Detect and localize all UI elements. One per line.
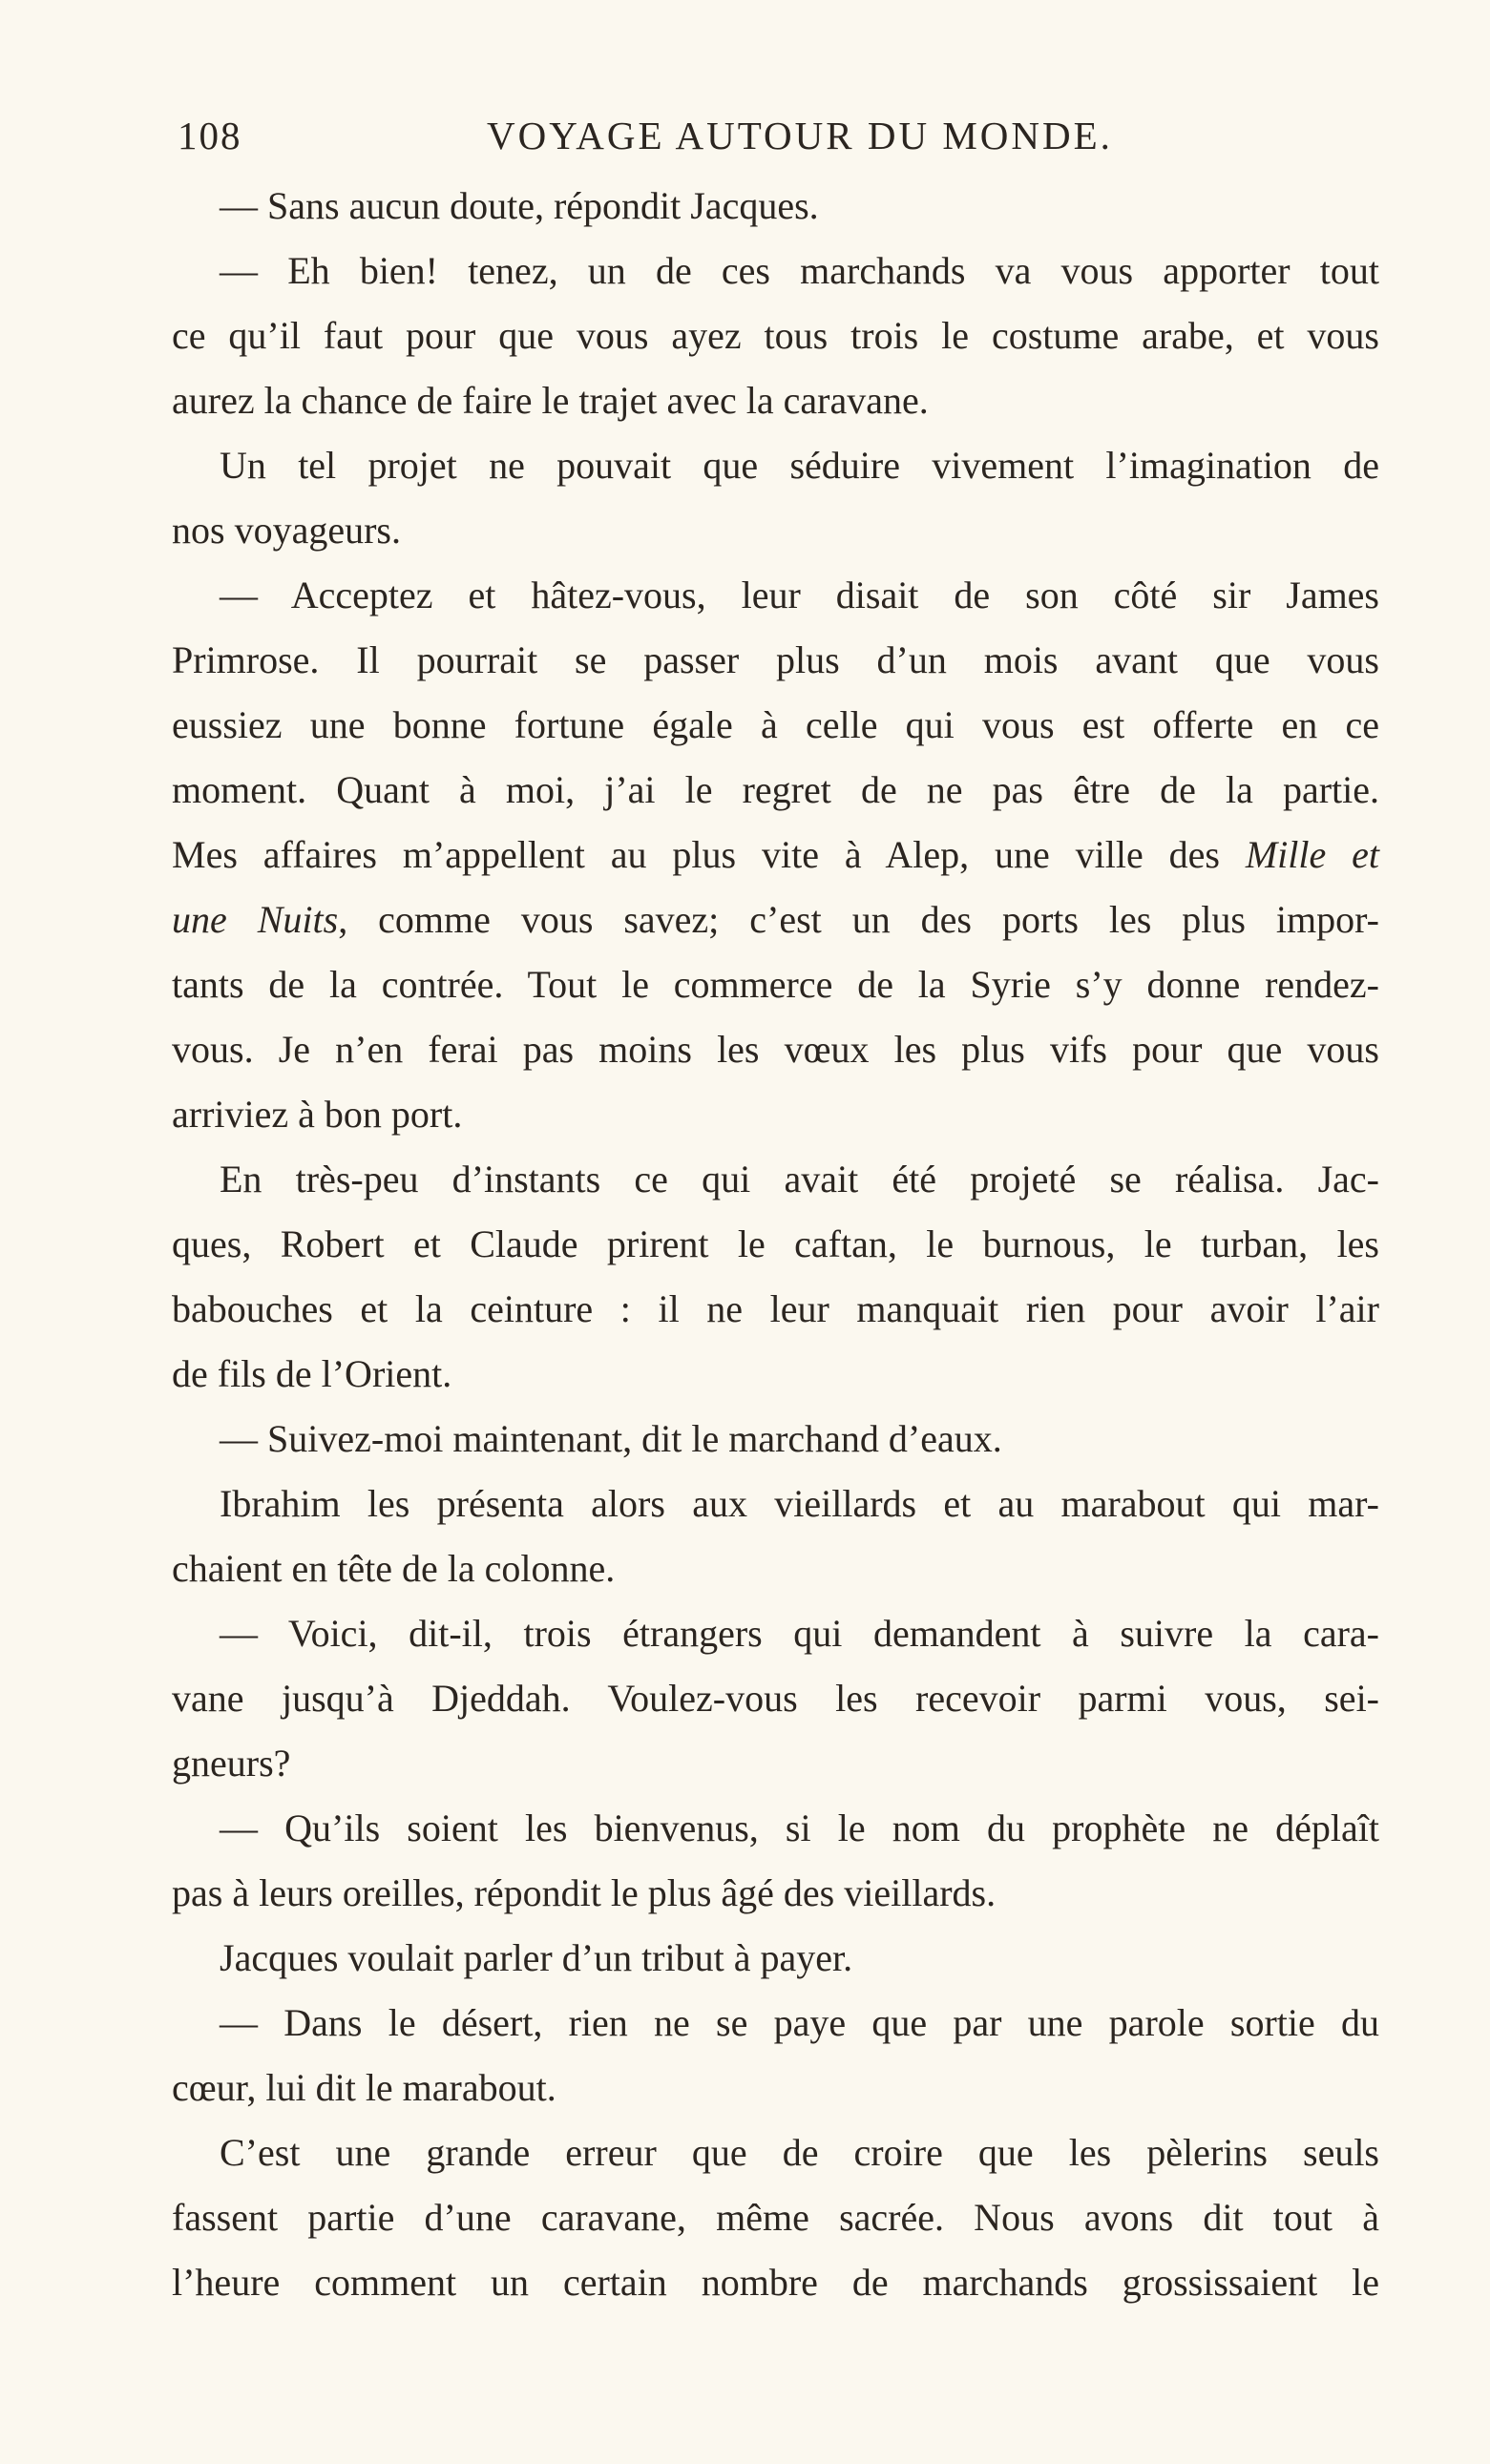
text-line: vous. Je n’en ferai pas moins les vœux les plus vifs pour que vous (172, 1028, 1379, 1071)
text-line: ce qu’il faut pour que vous ayez tous trois le costume arabe, et vous (172, 314, 1379, 357)
text-line (172, 887, 1379, 952)
text-line: tants de la contrée. Tout le commerce de la Syrie s’y donne rendez- (172, 963, 1379, 1006)
text-line: Jacques voulait parler d’un tribut à payer. (220, 1936, 853, 1979)
text-line: nos voyageurs. (172, 509, 401, 552)
text-line: Primrose. Il pourrait se passer plus d’un mois avant que vous (172, 638, 1379, 681)
italic-title: Mille et (1245, 833, 1380, 876)
text-line: aurez la chance de faire le trajet avec la caravane. (172, 379, 929, 422)
text-line: — Acceptez et hâtez-vous, leur disait de son côté sir James (220, 574, 1379, 616)
page-number: 108 (178, 114, 242, 157)
text-line: ques, Robert et Claude prirent le caftan, le burnous, le turban, les (172, 1222, 1379, 1265)
text-line: — Sans aucun doute, répondit Jacques. (220, 184, 819, 227)
text-line: pas à leurs oreilles, répondit le plus âgé des vieillards. (172, 1871, 997, 1914)
running-title: VOYAGE AUTOUR DU MONDE. (487, 114, 1113, 157)
text-line: — Voici, dit-il, trois étrangers qui demandent à suivre la cara- (220, 1612, 1379, 1655)
text-line: babouches et la ceinture : il ne leur manquait rien pour avoir l’air (172, 1287, 1379, 1330)
text-line: fassent partie d’une caravane, même sacrée. Nous avons dit tout à (172, 2196, 1379, 2239)
text-line: eussiez une bonne fortune égale à celle qui vous est offerte en ce (172, 703, 1379, 746)
text-line: C’est une grande erreur que de croire que les pèlerins seuls (220, 2131, 1379, 2174)
text-line: vane jusqu’à Djeddah. Voulez-vous les recevoir parmi vous, sei- (172, 1677, 1379, 1720)
text-line: cœur, lui dit le marabout. (172, 2066, 556, 2109)
text-line: — Eh bien! tenez, un de ces marchands va vous apporter tout (220, 249, 1379, 292)
text-line: — Qu’ils soient les bienvenus, si le nom du prophète ne déplaît (220, 1806, 1379, 1849)
text-line: — Suivez-moi maintenant, dit le marchand d’eaux. (220, 1417, 1002, 1460)
italic-title: une Nuits (172, 898, 339, 941)
text-line: — Dans le désert, rien ne se paye que par une parole sortie du (220, 2001, 1379, 2044)
text-line: Un tel projet ne pouvait que séduire vivement l’imagination de (220, 444, 1379, 487)
text-line: Ibrahim les présenta alors aux vieillards et au marabout qui mar- (220, 1482, 1379, 1525)
text-line: chaient en tête de la colonne. (172, 1547, 616, 1590)
text-line: gneurs? (172, 1742, 291, 1785)
body-text (172, 174, 1379, 2315)
running-head (172, 113, 1379, 158)
text-line: En très-peu d’instants ce qui avait été projeté se réalisa. Jac- (220, 1158, 1379, 1201)
text-line (172, 823, 1379, 887)
text-line: arriviez à bon port. (172, 1093, 463, 1136)
text-line: moment. Quant à moi, j’ai le regret de ne pas être de la partie. (172, 768, 1379, 811)
text-segment: , comme vous savez; c’est un des ports les plus impor- (338, 898, 1379, 941)
text-line: de fils de l’Orient. (172, 1352, 452, 1395)
text-line: l’heure comment un certain nombre de marchands grossissaient le (172, 2261, 1379, 2304)
text-segment: Mes affaires m’appellent au plus vite à Alep, une ville des (172, 833, 1246, 876)
